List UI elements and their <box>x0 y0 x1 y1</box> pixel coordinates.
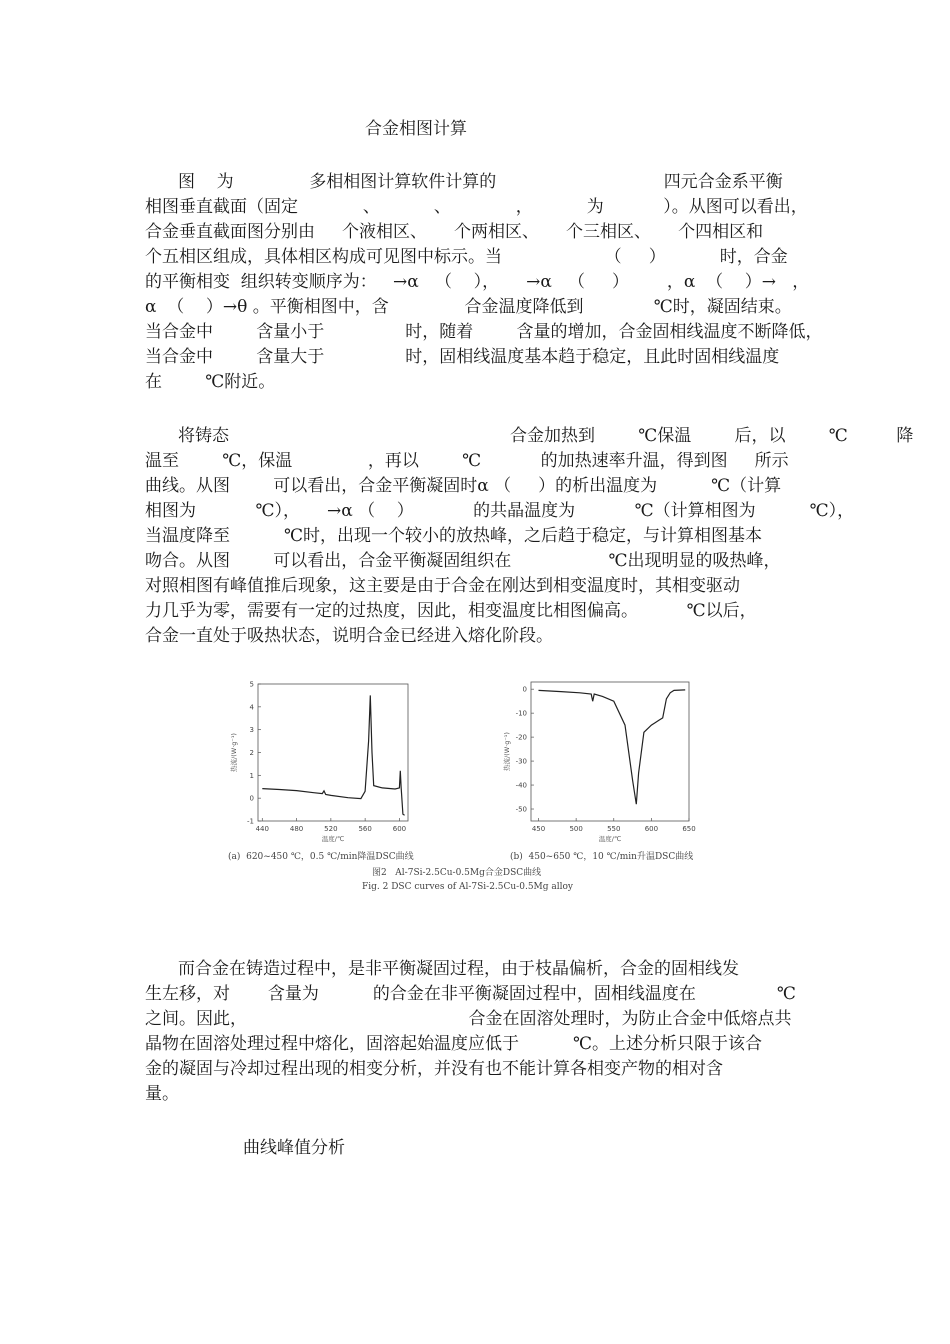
dsc-curve <box>539 690 686 804</box>
text-line: 当合金中 含量小于 时，随着 含量的增加，合金固相线温度不断降低， <box>145 322 823 342</box>
x-tick-label: 520 <box>324 825 338 833</box>
text-line: 相图垂直截面（固定 、 、 ， 为 ）。从图可以看出， <box>145 197 808 217</box>
y-tick-label: 5 <box>249 680 254 689</box>
x-tick-label: 450 <box>531 825 546 833</box>
figure-caption-cn: 图2 Al-7Si-2.5Cu-0.5Mg合金DSC曲线 <box>372 868 542 878</box>
plot-frame <box>258 684 408 821</box>
x-tick-label: 600 <box>644 825 659 833</box>
text-line: 温至 ℃，保温 ，再以 ℃ 的加热速率升温，得到图 所示 <box>145 451 789 471</box>
text-line: 之间。因此， 合金在固溶处理时，为防止合金中低熔点共 <box>145 1009 792 1029</box>
text-line: 而合金在铸造过程中，是非平衡凝固过程，由于枝晶偏析，合金的固相线发 <box>178 959 739 979</box>
x-tick-label: 600 <box>392 825 407 833</box>
x-axis-label: 温度/℃ <box>598 835 622 843</box>
text-line: 量。 <box>145 1084 179 1104</box>
dsc-chart-a <box>228 678 416 848</box>
y-tick-label: 0 <box>522 685 527 694</box>
x-tick-label: 550 <box>607 825 621 833</box>
y-tick-label: -30 <box>515 757 527 766</box>
text-line: 在 ℃附近。 <box>145 372 276 392</box>
x-axis-label: 温度/℃ <box>321 835 345 843</box>
text-line: 图 为 多相相图计算软件计算的 四元合金系平衡 <box>178 172 783 192</box>
subcaption-b: (b) 450~650 ℃，10 ℃/min升温DSC曲线 <box>510 852 694 862</box>
text-line: 对照相图有峰值推后现象，这主要是由于合金在刚达到相变温度时，其相变驱动 <box>145 576 740 596</box>
y-axis-label: 热流/(W·g⁻¹) <box>230 733 238 772</box>
y-tick-label: 0 <box>249 794 254 803</box>
text-line: 当合金中 含量大于 时，固相线温度基本趋于稳定，且此时固相线温度 <box>145 347 780 367</box>
y-tick-label: -10 <box>515 709 527 718</box>
text-line: 曲线。从图 可以看出，合金平衡凝固时α （ ）的析出温度为 ℃（计算 <box>145 476 782 496</box>
text-line: 生左移，对 含量为 的合金在非平衡凝固过程中，固相线温度在 ℃ <box>145 984 796 1004</box>
y-tick-label: -1 <box>247 817 254 826</box>
section-heading: 曲线峰值分析 <box>243 1138 345 1158</box>
page-title: 合金相图计算 <box>365 119 467 139</box>
y-tick-label: 3 <box>249 726 254 735</box>
x-tick-label: 560 <box>358 825 372 833</box>
text-line: 合金一直处于吸热状态，说明合金已经进入熔化阶段。 <box>145 626 553 646</box>
text-line: 相图为 ℃）， →α （ ） 的共晶温度为 ℃（计算相图为 ℃）， <box>145 501 855 521</box>
y-tick-label: 1 <box>249 771 254 780</box>
x-tick-label: 440 <box>255 825 269 833</box>
text-line: 个五相区组成，具体相区构成可见图中标示。当 （ ） 时，合金 <box>145 247 788 267</box>
subcaption-a: (a) 620~450 ℃，0.5 ℃/min降温DSC曲线 <box>228 852 414 862</box>
figure-caption-en: Fig. 2 DSC curves of Al-7Si-2.5Cu-0.5Mg alloy <box>362 882 574 892</box>
y-tick-label: -40 <box>515 781 527 790</box>
y-tick-label: 2 <box>249 749 254 757</box>
text-line: 力几乎为零，需要有一定的过热度，因此，相变温度比相图偏高。 ℃以后， <box>145 601 757 621</box>
text-line: 的平衡相变 组织转变顺序为： →α （ ）， →α （ ） ，α （ ）→ ， <box>145 272 810 292</box>
y-axis-label: 热流/(W·g⁻¹) <box>503 732 511 771</box>
x-tick-label: 480 <box>289 825 304 833</box>
x-tick-label: 500 <box>569 825 583 833</box>
dsc-curve <box>262 695 404 815</box>
text-line: α （ ）→θ 。平衡相图中，含 合金温度降低到 ℃时，凝固结束。 <box>145 297 792 317</box>
text-line: 当温度降至 ℃时，出现一个较小的放热峰，之后趋于稳定，与计算相图基本 <box>145 526 763 546</box>
text-line: 将铸态 合金加热到 ℃保温 后，以 ℃ 降 <box>178 426 914 446</box>
dsc-chart-b <box>485 678 697 848</box>
text-line: 合金垂直截面图分别由 个液相区、 个两相区、 个三相区、 个四相区和 <box>145 222 764 242</box>
text-line: 金的凝固与冷却过程出现的相变分析，并没有也不能计算各相变产物的相对含 <box>145 1059 723 1079</box>
text-line: 吻合。从图 可以看出，合金平衡凝固组织在 ℃出现明显的吸热峰， <box>145 551 781 571</box>
x-tick-label: 650 <box>682 825 696 833</box>
text-line: 晶物在固溶处理过程中熔化，固溶起始温度应低于 ℃。上述分析只限于该合 <box>145 1034 763 1054</box>
y-tick-label: -20 <box>515 733 527 742</box>
y-tick-label: 4 <box>249 703 254 712</box>
y-tick-label: -50 <box>515 805 527 814</box>
